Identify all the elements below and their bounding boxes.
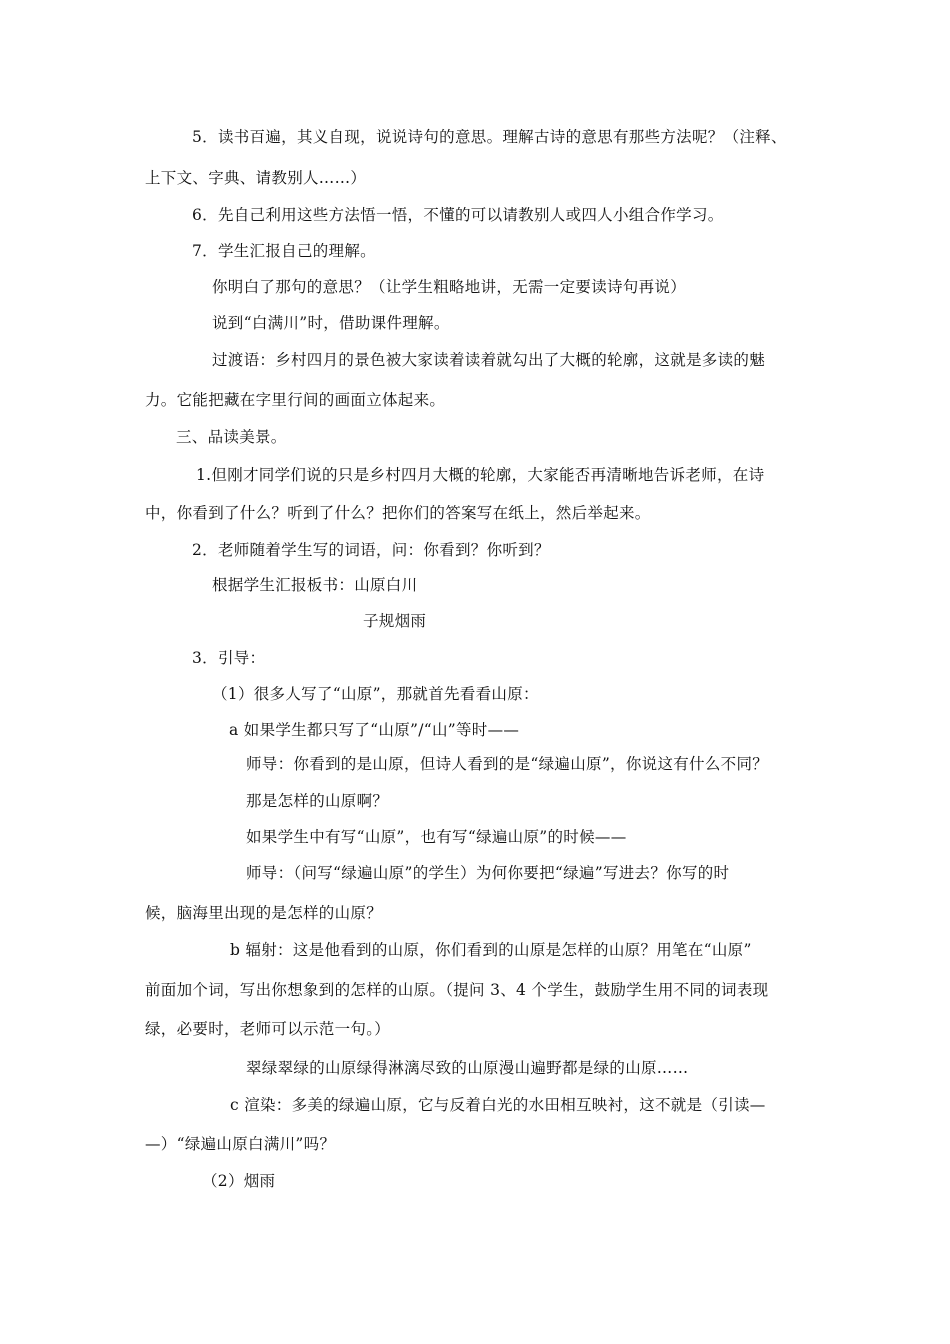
example-phrases: 翠绿翠绿的山原绿得淋漓尽致的山原漫山遍野都是绿的山原……: [246, 1059, 689, 1077]
section-3-heading: 三、品读美景。: [176, 428, 287, 446]
para-7-question: 你明白了那句的意思？（让学生粗略地讲，无需一定要读诗句再说）: [212, 278, 687, 296]
para-5-cont: 上下文、字典、请教别人……）: [145, 169, 367, 187]
case-b-cont-1: 前面加个词，写出你想象到的怎样的山原。（提问 3、4 个学生，鼓励学生用不同的词表现: [145, 981, 769, 999]
teacher-guide-2: 师导：（问写“绿遍山原”的学生）为何你要把“绿遍”写进去？你写的时: [246, 864, 730, 882]
item-3: 3．引导：: [192, 649, 266, 667]
para-5: 5．读书百遍，其义自现，说说诗句的意思。理解古诗的意思有那些方法呢？（注释、: [192, 128, 787, 146]
board-writing-1: 根据学生汇报板书：山原白川: [212, 576, 418, 594]
item-2: 2．老师随着学生写的词语，问：你看到？你听到？: [192, 541, 550, 559]
item-1: 1.但刚才同学们说的只是乡村四月大概的轮廓，大家能否再清晰地告诉老师，在诗: [196, 466, 765, 484]
item-1-cont: 中，你看到了什么？听到了什么？把你们的答案写在纸上，然后举起来。: [145, 504, 651, 522]
case-c: c 渲染：多美的绿遍山原，它与反着白光的水田相互映衬，这不就是（引读—: [230, 1096, 766, 1114]
sub-item-1: （1）很多人写了“山原”，那就首先看看山原：: [212, 685, 539, 703]
para-7: 7．学生汇报自己的理解。: [192, 242, 376, 260]
case-a: a 如果学生都只写了“山原”/“山”等时——: [229, 721, 520, 739]
para-7-note: 说到“白满川”时，借助课件理解。: [212, 314, 450, 332]
sub-item-2: （2）烟雨: [202, 1172, 276, 1190]
transition-text: 过渡语：乡村四月的景色被大家读着读着就勾出了大概的轮廓，这就是多读的魅: [212, 351, 766, 369]
teacher-guide-1: 师导：你看到的是山原，但诗人看到的是“绿遍山原”，你说这有什么不同？: [246, 755, 769, 773]
teacher-guide-2-cont: 候，脑海里出现的是怎样的山原？: [145, 904, 383, 922]
case-c-cont: —）“绿遍山原白满川”吗？: [145, 1135, 336, 1153]
para-6: 6．先自己利用这些方法悟一悟，不懂的可以请教别人或四人小组合作学习。: [192, 206, 724, 224]
board-writing-2: 子规烟雨: [363, 612, 427, 630]
teacher-guide-1-q: 那是怎样的山原啊？: [246, 792, 389, 810]
case-a-alt: 如果学生中有写“山原”，也有写“绿遍山原”的时候——: [246, 828, 627, 846]
transition-text-cont: 力。它能把藏在字里行间的画面立体起来。: [145, 391, 446, 409]
case-b: b 辐射：这是他看到的山原，你们看到的山原是怎样的山原？用笔在“山原”: [230, 941, 752, 959]
case-b-cont-2: 绿，必要时，老师可以示范一句。）: [145, 1020, 391, 1038]
